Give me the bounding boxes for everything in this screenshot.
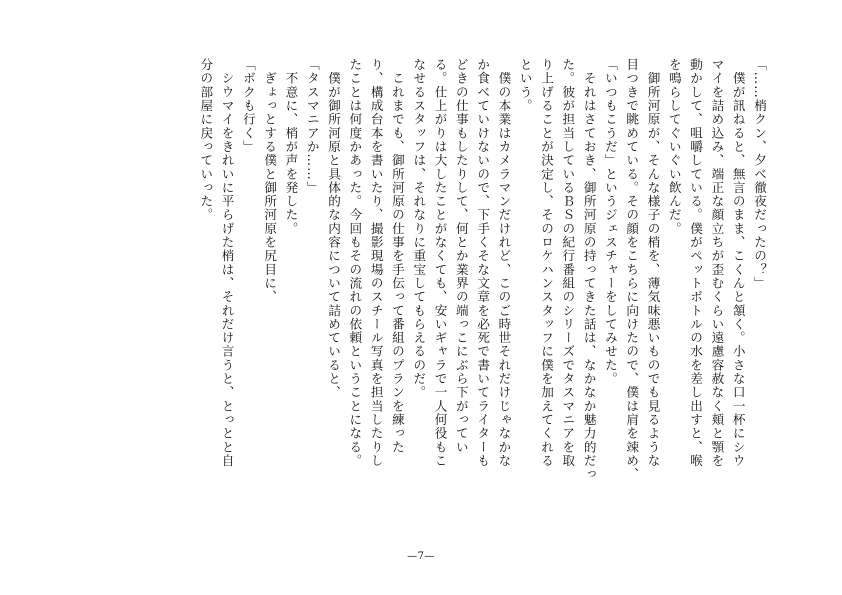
text-line: 御所河原が、そんな様子の梢を、薄気味悪いものでも見るような xyxy=(645,58,661,468)
text-line: 「タスマニアか……」 xyxy=(304,58,320,195)
text-line: たことは何度かあった。今回もその流れの依頼ということになる。 xyxy=(347,58,363,468)
text-line: なせるスタッフは、それなりに重宝してもらえるのだ。 xyxy=(411,58,427,400)
text-line: 「……梢クン、夕べ徹夜だったの？」 xyxy=(752,58,767,291)
text-line: 僕が御所河原と具体的な内容について詰めていると、 xyxy=(326,58,342,400)
text-line: 「ボクも行く」 xyxy=(240,58,256,154)
text-line: 分の部屋に戻っていった。 xyxy=(198,58,214,222)
text-line: り、構成台本を書いたり、撮影現場のスチール写真を担当したりし xyxy=(368,58,384,468)
text-line: た。彼が担当しているＢＳの紀行番組のシリーズでタスマニアを取 xyxy=(560,58,576,468)
vertical-text-body xyxy=(195,58,770,520)
page-number: —7— xyxy=(407,551,435,562)
text-line: シウマイをきれいに平らげた梢は、それだけ言うと、とっとと自 xyxy=(219,58,235,468)
text-line: 動かして、咀嚼している。僕がペットボトルの水を差し出すと、喉 xyxy=(688,58,704,468)
text-line: る。仕上がりは大したことがなくても、安いギャラで一人何役もこ xyxy=(432,58,448,468)
text-line: どきの仕事もしたりして、何とか業界の端っこにぶら下がってい xyxy=(453,58,469,454)
text-line: これまでも、御所河原の仕事を手伝って番組のプランを練った xyxy=(389,58,405,454)
text-line: り上げることが決定し、そのロケハンスタッフに僕を加えてくれる xyxy=(539,58,555,468)
text-line: か食べていけないので、下手くそな文章を必死で書いてライターも xyxy=(475,58,491,468)
text-line: を鳴らしてぐいぐい飲んだ。 xyxy=(666,58,682,236)
text-line: 不意に、梢が声を発した。 xyxy=(283,58,299,236)
text-line: マイを詰め込み、端正な顔立ちが歪むくらい遠慮容赦なく頬と顎を xyxy=(709,58,725,468)
text-line: ぎょっとする僕と御所河原を尻目に、 xyxy=(262,58,278,304)
text-line: 僕の本業はカメラマンだけれど、このご時世それだけじゃなかな xyxy=(496,58,512,468)
text-line: 「いつもこうだ」というジェスチャーをしてみせた。 xyxy=(602,58,618,386)
text-line: それはさておき、御所河原の持ってきた話は、なかなか魅力的だっ xyxy=(581,58,597,482)
text-line: 僕が訊ねると、無言のまま、こくんと頷く。小さな口一杯にシウ xyxy=(730,58,746,468)
text-line: 目つきで眺めている。その顔をこちらに向けたので、僕は肩を竦め、 xyxy=(624,58,640,482)
text-line: という。 xyxy=(517,58,533,113)
